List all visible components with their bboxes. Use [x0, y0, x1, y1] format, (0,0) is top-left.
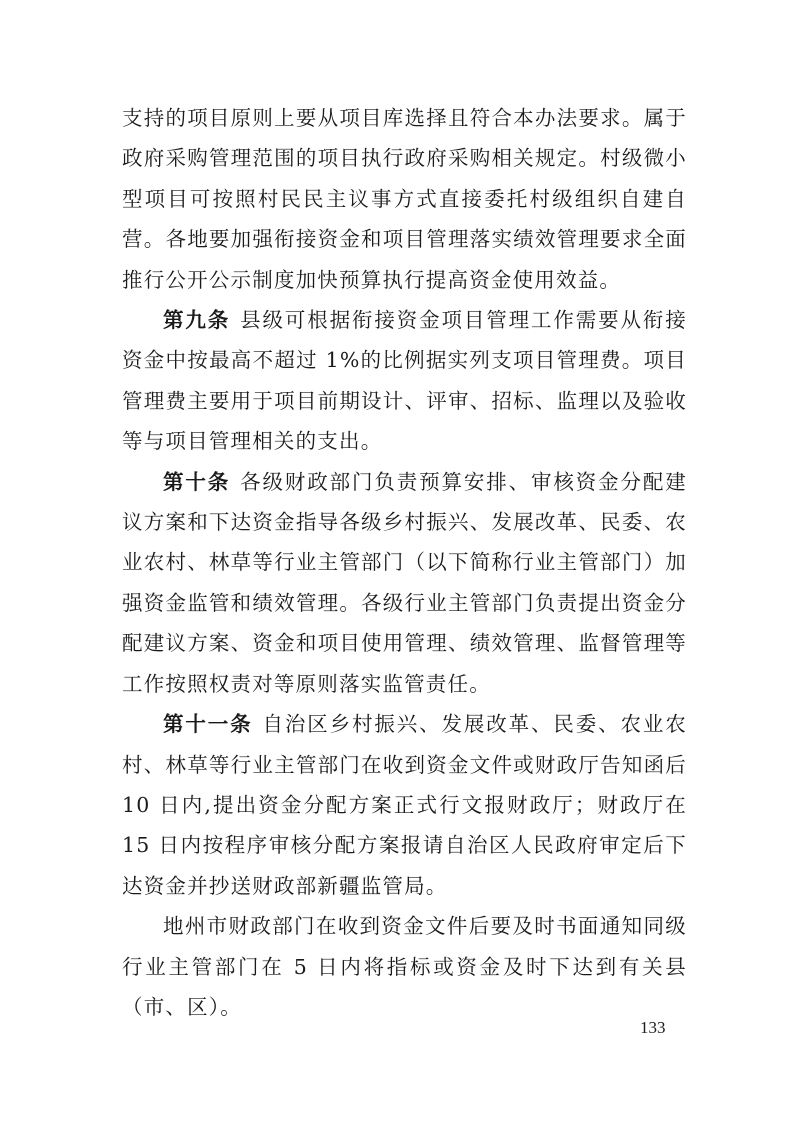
paragraph-text: 自治区乡村振兴、发展改革、民委、农业农村、林草等行业主管部门在收到资金文件或财政厅告知函后 10 日内,提出资金分配方案正式行文报财政厅；财政厅在 15 日内按程序审核分配方案报请自治区人民政府审定后下达资金并抄送财政部新疆监管局。 [122, 712, 687, 898]
article-number: 第十一条 [163, 712, 253, 737]
document-page [122, 98, 687, 1027]
paragraph-continuation [122, 98, 687, 300]
article-11-paragraph [122, 704, 687, 906]
paragraph-text: 地州市财政部门在收到资金文件后要及时书面通知同级行业主管部门在 5 日内将指标或资金及时下达到有关县（市、区）。 [122, 914, 687, 1019]
prefecture-paragraph [122, 906, 687, 1027]
article-10-paragraph [122, 462, 687, 704]
article-number: 第九条 [163, 308, 231, 333]
paragraph-text: 支持的项目原则上要从项目库选择且符合本办法要求。属于政府采购管理范围的项目执行政府采购相关规定。村级微小型项目可按照村民民主议事方式直接委托村级组织自建自营。各地要加强衔接资金和项目管理落实绩效管理要求全面推行公开公示制度加快预算执行提高资金使用效益。 [122, 106, 687, 292]
paragraph-text: 县级可根据衔接资金项目管理工作需要从衔接资金中按最高不超过 1%的比例据实列支项目管理费。项目管理费主要用于项目前期设计、评审、招标、监理以及验收等与项目管理相关的支出。 [122, 308, 687, 454]
article-9-paragraph [122, 300, 687, 462]
page-number: 133 [640, 1018, 666, 1037]
article-number: 第十条 [163, 469, 231, 494]
paragraph-text: 各级财政部门负责预算安排、审核资金分配建议方案和下达资金指导各级乡村振兴、发展改革、民委、农业农村、林草等行业主管部门（以下简称行业主管部门）加强资金监管和绩效管理。各级行业主管部门负责提出资金分配建议方案、资金和项目使用管理、绩效管理、监督管理等工作按照权责对等原则落实监管责任。 [122, 469, 687, 696]
